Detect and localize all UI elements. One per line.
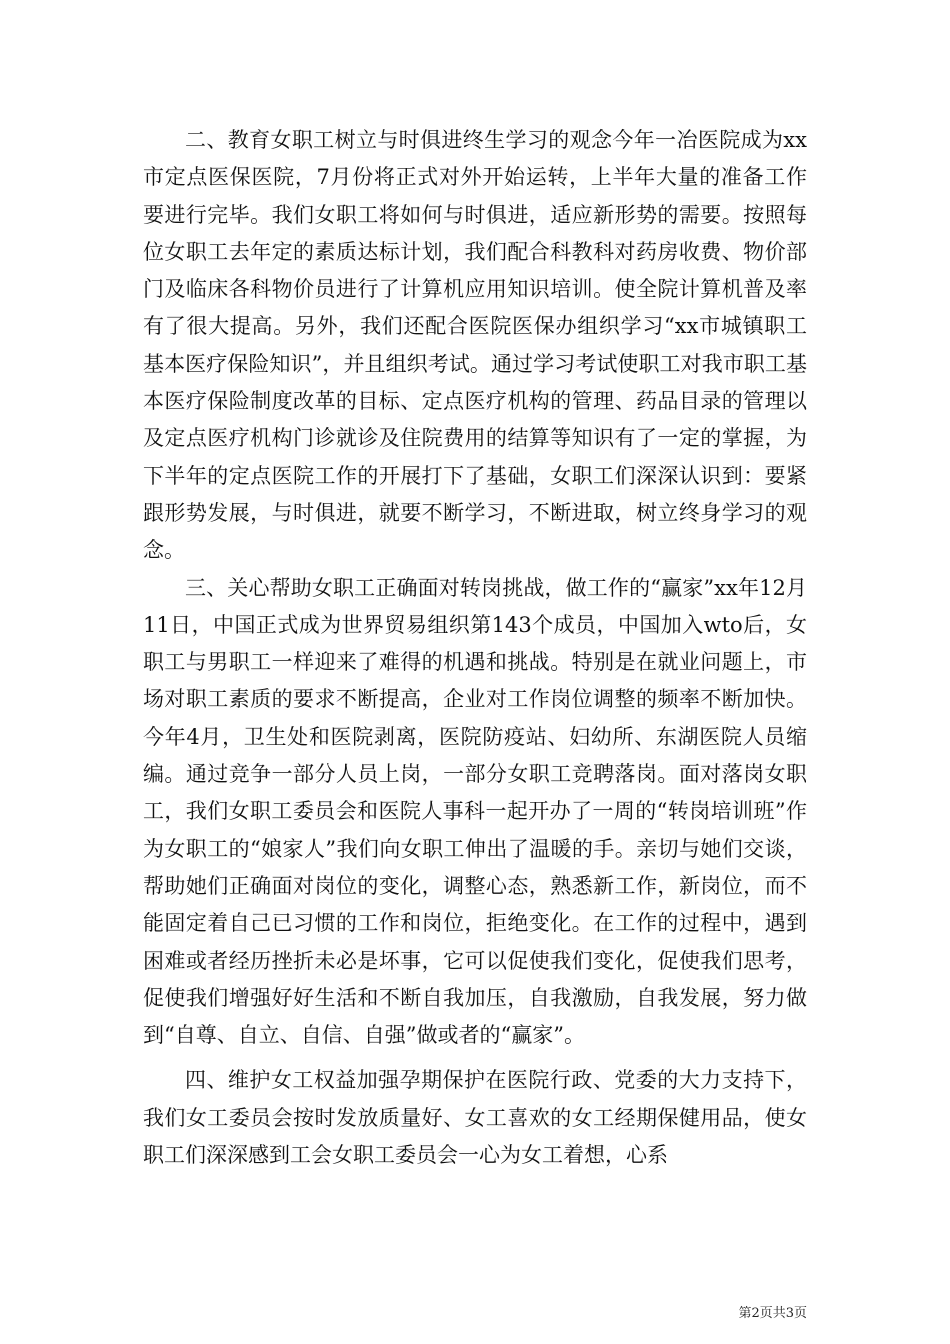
paragraph-rights-protection: 四、维护女工权益加强孕期保护在医院行政、党委的大力支持下，我们女工委员会按时发放质量好、女工喜欢的女工经期保健用品，使女职工们深深感到工会女职工委员会一心为女工着想，心系 (143, 1068, 807, 1168)
paragraph-education: 二、教育女职工树立与时俱进终生学习的观念今年一冶医院成为xx市定点医保医院，7月份将正式对外开始运转，上半年大量的准备工作要进行完毕。我们女职工将如何与时俱进，适应新形势的需要。按照每位女职工去年定的素质达标计划，我们配合科教科对药房收费、物价部门及临床各科物价员进行了计算机应用知识培训。使全院计算机普及率有了很大提高。另外，我们还配合医院医保办组织学习“xx市城镇职工基本医疗保险知识”，并且组织考试。通过学习考试使职工对我市职工基本医疗保险制度改革的目标、定点医疗机构的管理、药品目录的管理以及定点医疗机构门诊就诊及住院费用的结算等知识有了一定的掌握，为下半年的定点医院工作的开展打下了基础，女职工们深深认识到：要紧跟形势发展，与时俱进，就要不断学习，不断进取，树立终身学习的观念。 (143, 128, 807, 563)
document-body (143, 122, 807, 1174)
page-number-footer: 第2页共3页 (738, 1306, 807, 1321)
paragraph-job-transfer: 三、关心帮助女职工正确面对转岗挑战，做工作的“赢家”xx年12月11日，中国正式成为世界贸易组织第143个成员，中国加入wto后，女职工与男职工一样迎来了难得的机遇和挑战。特别是在就业问题上，市场对职工素质的要求不断提高，企业对工作岗位调整的频率不断加快。今年4月，卫生处和医院剥离，医院防疫站、妇幼所、东湖医院人员缩编。通过竞争一部分人员上岗，一部分女职工竞聘落岗。面对落岗女职工，我们女职工委员会和医院人事科一起开办了一周的“转岗培训班”作为女职工的“娘家人”我们向女职工伸出了温暖的手。亲切与她们交谈，帮助她们正确面对岗位的变化，调整心态，熟悉新工作，新岗位，而不能固定着自己已习惯的工作和岗位，拒绝变化。在工作的过程中，遇到困难或者经历挫折未必是坏事，它可以促使我们变化，促使我们思考，促使我们增强好好生活和不断自我加压，自我激励，自我发展，努力做到“自尊、自立、自信、自强”做或者的“赢家”。 (143, 575, 807, 1048)
